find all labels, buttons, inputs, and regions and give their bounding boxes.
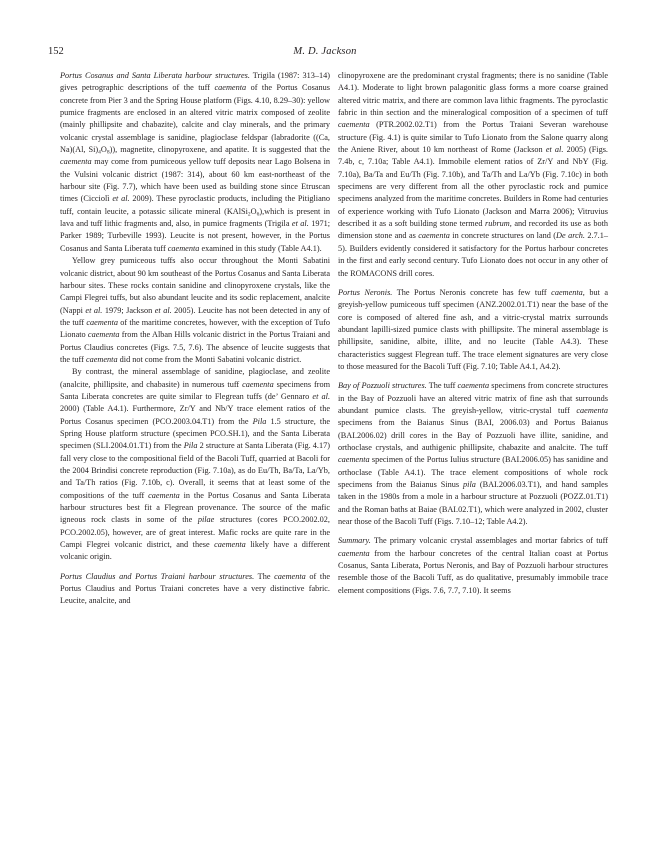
paragraph-portus-claudius: Portus Claudius and Portus Traiani harbour structures. The caementa of the Portus Claudius and Portus Traiani concretes have a very distinctive fabric. Leucite, analcite, and (60, 571, 330, 606)
left-column (60, 70, 330, 608)
paragraph-bay-of-pozzuoli: Bay of Pozzuoli structures. The tuff caementa specimens from concrete structures in the Bay of Pozzuoli have an altered vitric matrix of fine ash that surrounds abundant pumice clasts. The greyish-yellow, vitric-crystal tuff caementa specimens from the Baianus Sinus (BAI, 2006.03) and Portus Baianus (BAI.2006.02) drill cores in the Bay of Pozzuoli have illite, sanidine, and orthoclase crystals, and authigenic phillipsite, chabazite and analcite. The tuff caementa specimen of the Portus Iulius structure (BAI.2006.05) has sanidine and orthoclase (Table A4.1). The trace element compositions of whole rock specimens from the Baianus Sinus pila (BAI.2006.03.T1), and hand samples taken in the 1980s from a mole in a harbour structure at Pozzuoli (POZZ.01.T1) and the Roman baths at Baiae (BAI.02.T1), which were analyzed in 2002, cluster near those of the Bacoli Tuff (Figs. 7.10–12; Table A4.2). (338, 381, 608, 527)
page-number: 152 (48, 46, 64, 57)
paragraph-portus-neronis: Portus Neronis. The Portus Neronis concrete has few tuff caementa, but a greyish-yellow pumiceous tuff specimen (ANZ.2002.01.T1) near the base of the core is composed of altered fine ash, and a vitric-crystal matrix surrounds abundant lapilli-sized pumice clasts with phillipsite. The mineral assemblage is phillipsite, sanidine, albite, illite, and no leucite (Table A4.3). These characteristics suggest Flegrean tuff. The trace element signatures are very close to those measured for the Bacoli Tuff (Fig. 7.10; Table A4.1, A4.2). (338, 287, 609, 371)
section-heading: Portus Cosanus and Santa Liberata harbour structures. (60, 71, 250, 80)
section-heading: Summary. (338, 536, 371, 546)
running-head: M. D. Jackson (293, 46, 357, 57)
paragraph-clinopyroxene: clinopyroxene are the predominant crystal fragments; there is no sanidine (Table A4.1). Moderate to light brown palagonitic glass forms a more coarse grained altered vitric matrix, and there are common lava lithic fragments. The pyroclastic fabric in thin section and the mineralogical composition of a specimen of tuff caementa (PTR.2002.02.T1) from the Portus Traiani Severan warehouse structure (Fig. 4.1) is quite similar to Tufo Lionato from the Salone quarry along the Aniene River, about 10 km northeast of Rome (Jackson et al. 2005) (Figs. 7.4b, c, 7.10a; Table A4.1). Immobile element ratios of Zr/Y and NbY (Fig. 7.10a), Ba/Ta and Eu/Th (Fig. 7.10b), and Ta/Th and La/Yb (Fig. 7.10c) in both specimens are very different from all the other pyroclastic rock and pumice specimens analyzed from the maritime concretes. Builders in Rome had centuries of experience working with Tufo Lionato (Jackson and Marra 2006); Vitruvius described it as a soft building stone termed rubrum, and recorded its use as both dimension stone and as caementa in concrete structures on land (De arch. 2.7.1–5). Builders evidently considered it satisfactory for the Portus harbour concretes in the first and early second century. Tufo Lionato does not occur in any other of the ROMACONS drill cores. (338, 71, 608, 278)
section-heading: Bay of Pozzuoli structures. (338, 381, 427, 391)
paragraph-summary: Summary. The primary volcanic crystal assemblages and mortar fabrics of tuff caementa from the harbour concretes of the central Italian coast at Portus Cosanus, Santa Liberata, Portus Neronis, and Bay of Pozzuoli harbour structures resemble those of the Bacoli Tuff, as do qualitative, presumably immobile trace element compositions (Figs. 7.6, 7.7, 7.10). It seems (338, 536, 608, 595)
paragraph-by-contrast: By contrast, the mineral assemblage of sanidine, plagioclase, and zeolite (analcite, phillipsite, and chabasite) in numerous tuff caementa specimens from Santa Liberata concretes are quite similar to Flegrean tuffs (de’ Gennaro et al. 2000) (Table A4.1). Furthermore, Zr/Y and Nb/Y trace element ratios of the Portus Cosanus specimen (PCO.2003.04.T1) from the Pila 1.5 structure, the Spring House platform structure (specimen PCO.SH.1), and the Santa Liberata specimen (SLI.2004.01.T1) from the Pila 2 structure at Santa Liberata (Fig. 4.17) fall very close to the compositional field of the Bacoli Tuff, quarried at Bacoli for the 2004 Brindisi concrete reproduction (Fig. 7.10a), as do Eu/Th, Ba/Ta, La/Yb, and Ta/Th ratios (Fig. 7.10b, c). Overall, it seems that at least some of the compositions of the tuff caementa in the Portus Cosanus and Santa Liberata harbour structures best fit a Flegrean provenance. The source of the mafic igneous rock clasts in some of the pilae structures (cores PCO.2002.02, PCO.2002.05), however, are of great interest. Mafic rocks are quite rare in the Campi Flegrei volcanic district, and these caementa likely have a different volcanic origin. (60, 367, 331, 562)
section-heading: Portus Claudius and Portus Traiani harbour structures. (60, 571, 255, 581)
page-header (48, 46, 602, 60)
section-heading: Portus Neronis. (338, 287, 393, 297)
right-column (338, 70, 608, 597)
paragraph-portus-cosanus: Portus Cosanus and Santa Liberata harbour structures. Trigila (1987: 313–14) gives petrographic descriptions of the tuff caementa of the Portus Cosanus concrete from Pier 3 and the Spring House platform (Figs. 4.10, 8.29–30): yellow pumice fragments are enclosed in an altered vitric matrix composed of zeolite (mainly phillipsite and chabazite), calcite and clay minerals, and the primary volcanic crystal assemblage is sanidine, plagioclase feldspar (labradorite ((Ca, Na)(Al, $Si)_4O_8$)), magnetite, clinopyroxene, and apatite. It is suggested that the caementa may come from pumiceous yellow tuff deposits near Lago Bolsena in the Vulsini volcanic district (1987: 314), about 60 km east-northeast of the harbour site (Fig. 7.7), which have been used as building stone since Etruscan times (Cicciolì et al. 2009). These pyroclastic products, including the Pitigliano tuff, contain leucite, a potassic silicate mineral $(KAlSi_2O_6),which$ is present in lava and tuff lithic fragments and, also, in pumice fragments (Trigila et al. 1971; Parker 1989; Turbeville 1993). Leucite is not present, however, in the Portus Cosanus and Santa Liberata tuff caementa examined in this study (Table A4.1). (60, 71, 331, 253)
paragraph-yellow-grey-tuffs: Yellow grey pumiceous tuffs also occur throughout the Monti Sabatini volcanic district, about 90 km southeast of the Portus Cosanus and Santa Liberata harbour sites. These rocks contain sanidine and clinopyroxene crystals, like the Campi Flegrei tuffs, but also abundant leucite and its sodic replacement, analcite (Nappi et al. 1979; Jackson et al. 2005). Leucite has not been detected in any of the tuff caementa of the maritime concretes, however, with the exception of Tufo Lionato caementa from the Alban Hills volcanic district in the Portus Traiani and Portus Claudius concretes (Figs. 7.5, 7.6). The absence of leucite suggests that the tuff caementa did not come from the Monti Sabatini volcanic district. (60, 256, 330, 364)
